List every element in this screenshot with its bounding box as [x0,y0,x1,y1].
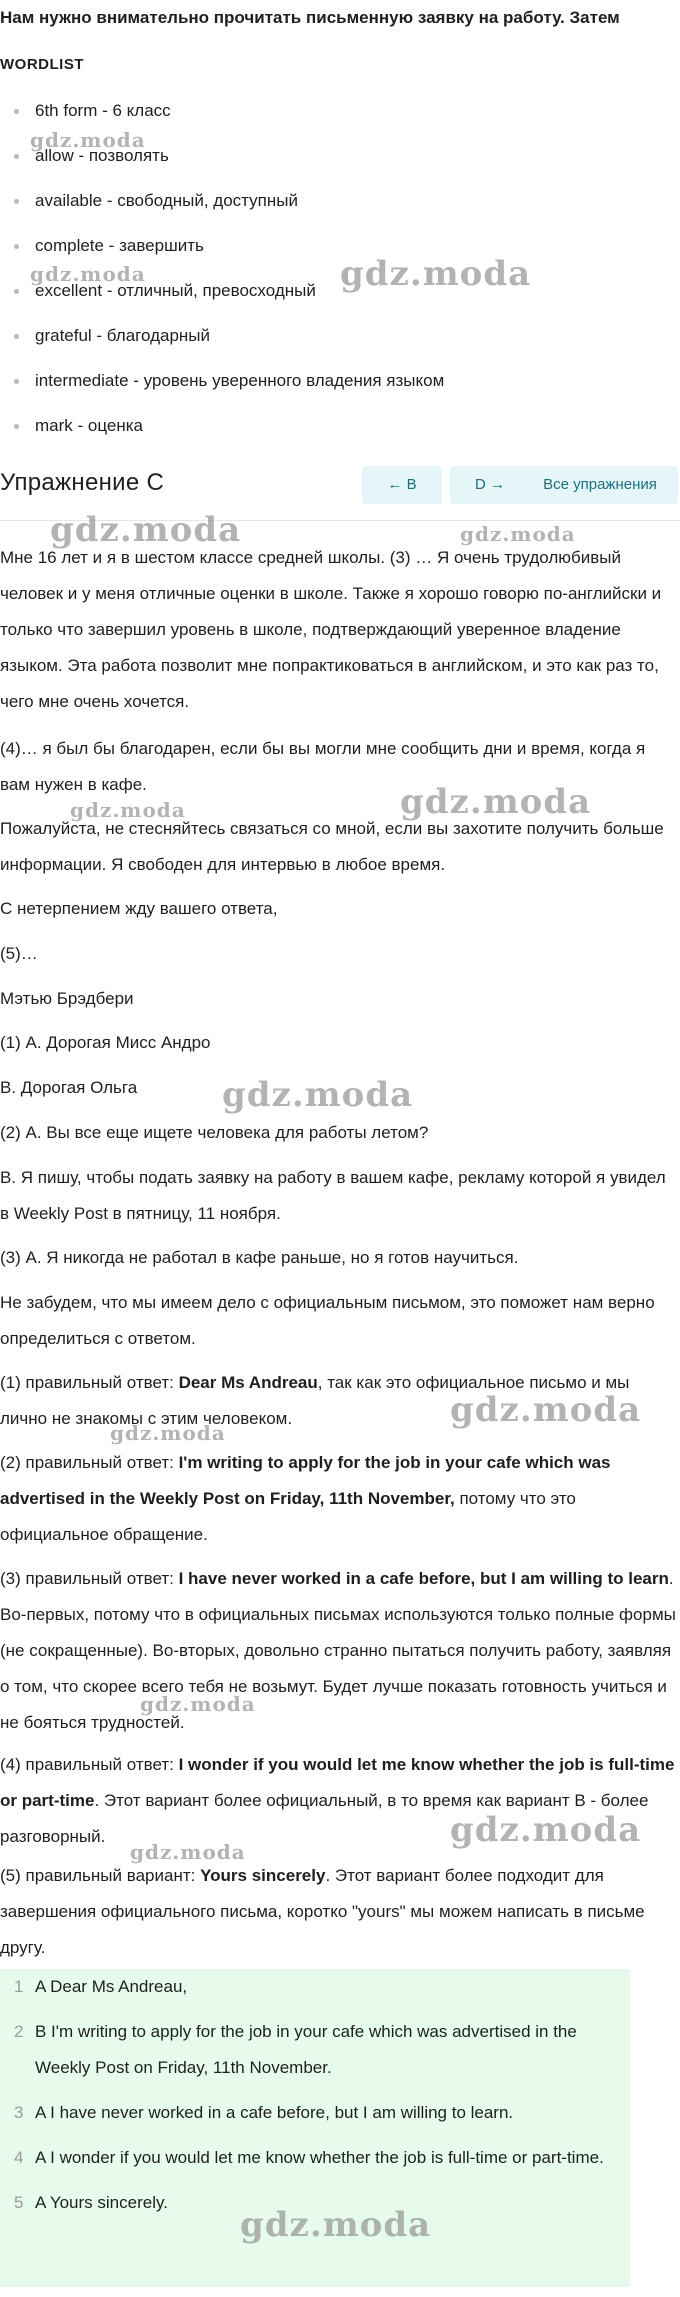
answer-item [0,2140,630,2176]
watermark: gdz.moda [460,522,576,546]
cut-off-text-line [0,38,340,48]
wordlist-item: available - свободный, доступный [0,190,680,235]
wordlist-item: intermediate - уровень уверенного владения языком [0,370,680,415]
correct-answer: Dear Ms Andreau [178,1373,318,1392]
option-line: (3) А. Я никогда не работал в кафе раньше, но я готов научиться. [0,1248,519,1267]
answer-text: A Dear Ms Andreau, [35,1977,188,1996]
letter-paragraph: (4)… я был бы благодарен, если бы вы могли мне сообщить дни и время, когда я вам нужен в кафе. [0,739,646,794]
explanation-text: потому что это официальное обращение. [0,1489,576,1544]
answer-number: 3 [14,2103,24,2122]
note-text: Не забудем, что мы имеем дело с официальным письмом, это поможет нам верно определиться с ответом. [0,1293,655,1348]
watermark: gdz.moda [340,254,532,294]
explanation-prefix: (3) правильный ответ: [0,1569,179,1588]
letter-paragraph: С нетерпением жду вашего ответа, [0,899,278,918]
intro-text: Нам нужно внимательно прочитать письменную заявку на работу. Затем [0,8,620,27]
answer-item [0,1969,630,2005]
watermark: gdz.moda [450,1810,642,1850]
option-line: B. Дорогая Ольга [0,1078,138,1097]
all-exercises-button[interactable]: Все упражнения [522,466,678,504]
wordlist-item: 6th form - 6 класс [0,100,680,145]
answer-item [0,2014,630,2086]
correct-answer: I have never worked in a cafe before, but I am willing to learn [178,1569,669,1588]
watermark: gdz.moda [50,510,242,550]
answer-number: 4 [14,2148,24,2167]
prev-exercise-button[interactable]: ← B [362,466,442,504]
wordlist-item: excellent - отличный, превосходный [0,280,680,325]
correct-answer: Yours sincerely [200,1866,326,1885]
explanation-text: . Во-первых, потому что в официальных письмах используются только полные формы (не сокращенные). Во-вторых, довольно странно пытаться получить работу, заявляя о том, что скорее всего тебя не возьмут. Будет лучше показать готовность учиться и не бояться трудностей. [0,1569,676,1732]
explanation-text: . Этот вариант более подходит для завершения официального письма, коротко "yours" мы можем написать в письме другу. [0,1866,645,1957]
explanation-text: , так как это официальное письмо и мы лично не знакомы с этим человеком. [0,1373,630,1428]
wordlist-item: complete - завершить [0,235,680,280]
option-line: (2) А. Вы все еще ищете человека для работы летом? [0,1123,429,1142]
explanation-prefix: (5) правильный вариант: [0,1866,201,1885]
watermark: gdz.moda [450,1390,642,1430]
correct-answer: I wonder if you would let me know whether the job is full-time or part-time [0,1755,675,1810]
explanation-paragraph [0,1445,676,1553]
answer-number: 2 [14,2022,24,2041]
option-line: (1) А. Дорогая Мисс Андро [0,1033,211,1052]
wordlist-item: mark - оценка [0,415,680,460]
answer-text: A I have never worked in a cafe before, but I am willing to learn. [35,2103,514,2122]
answer-text: B I'm writing to apply for the job in your cafe which was advertised in the Weekly Post on Friday, 11th November. [35,2022,577,2077]
option-line: B. Я пишу, чтобы подать заявку на работу в вашем кафе, рекламу которой я увидел в Weekly Post в пятницу, 11 ноября. [0,1168,666,1223]
wordlist-title: WORDLIST [0,56,84,73]
watermark: gdz.moda [30,262,146,286]
answer-item [0,2095,630,2131]
answer-text: A Yours sincerely. [35,2193,168,2212]
explanation-paragraph [0,1561,676,1741]
watermark: gdz.moda [140,1692,256,1716]
watermark: gdz.moda [30,128,146,152]
watermark: gdz.moda [400,782,592,822]
explanation-prefix: (2) правильный ответ: [0,1453,179,1472]
watermark: gdz.moda [222,1075,414,1115]
letter-paragraph: Мне 16 лет и я в шестом классе средней школы. (3) … Я очень трудолюбивый человек и у меня отличные оценки в школе. Также я хорошо говорю по-английски и только что завершил уровень в школе, подтверждающий уверенное владение языком. Эта работа позволит мне попрактиковаться в английском, и это как раз то, чего мне очень хочется. [0,548,662,711]
explanation-text: . Этот вариант более официальный, в то время как вариант B - более разговорный. [0,1791,649,1846]
wordlist-item: allow - позволять [0,145,680,190]
correct-answer: I'm writing to apply for the job in your cafe which was advertised in the Weekly Post on Friday, 11th November, [0,1453,611,1508]
explanation-prefix: (4) правильный ответ: [0,1755,179,1774]
exercise-title: Упражнение C [0,469,165,496]
explanation-prefix: (1) правильный ответ: [0,1373,179,1392]
next-exercise-button[interactable]: D → [450,466,530,504]
wordlist-item: grateful - благодарный [0,325,680,370]
watermark: gdz.moda [240,2205,432,2245]
explanation-paragraph [0,1858,676,1966]
answer-text: A I wonder if you would let me know whether the job is full-time or part-time. [35,2148,604,2167]
answer-number: 5 [14,2193,24,2212]
letter-paragraph: Пожалуйста, не стесняйтесь связаться со мной, если вы захотите получить больше информации. Я свободен для интервью в любое время. [0,819,664,874]
letter-signature: Мэтью Брэдбери [0,989,134,1008]
watermark: gdz.moda [110,1421,226,1445]
watermark: gdz.moda [130,1840,246,1864]
watermark: gdz.moda [70,798,186,822]
answer-number: 1 [14,1977,24,1996]
letter-paragraph: (5)… [0,944,38,963]
